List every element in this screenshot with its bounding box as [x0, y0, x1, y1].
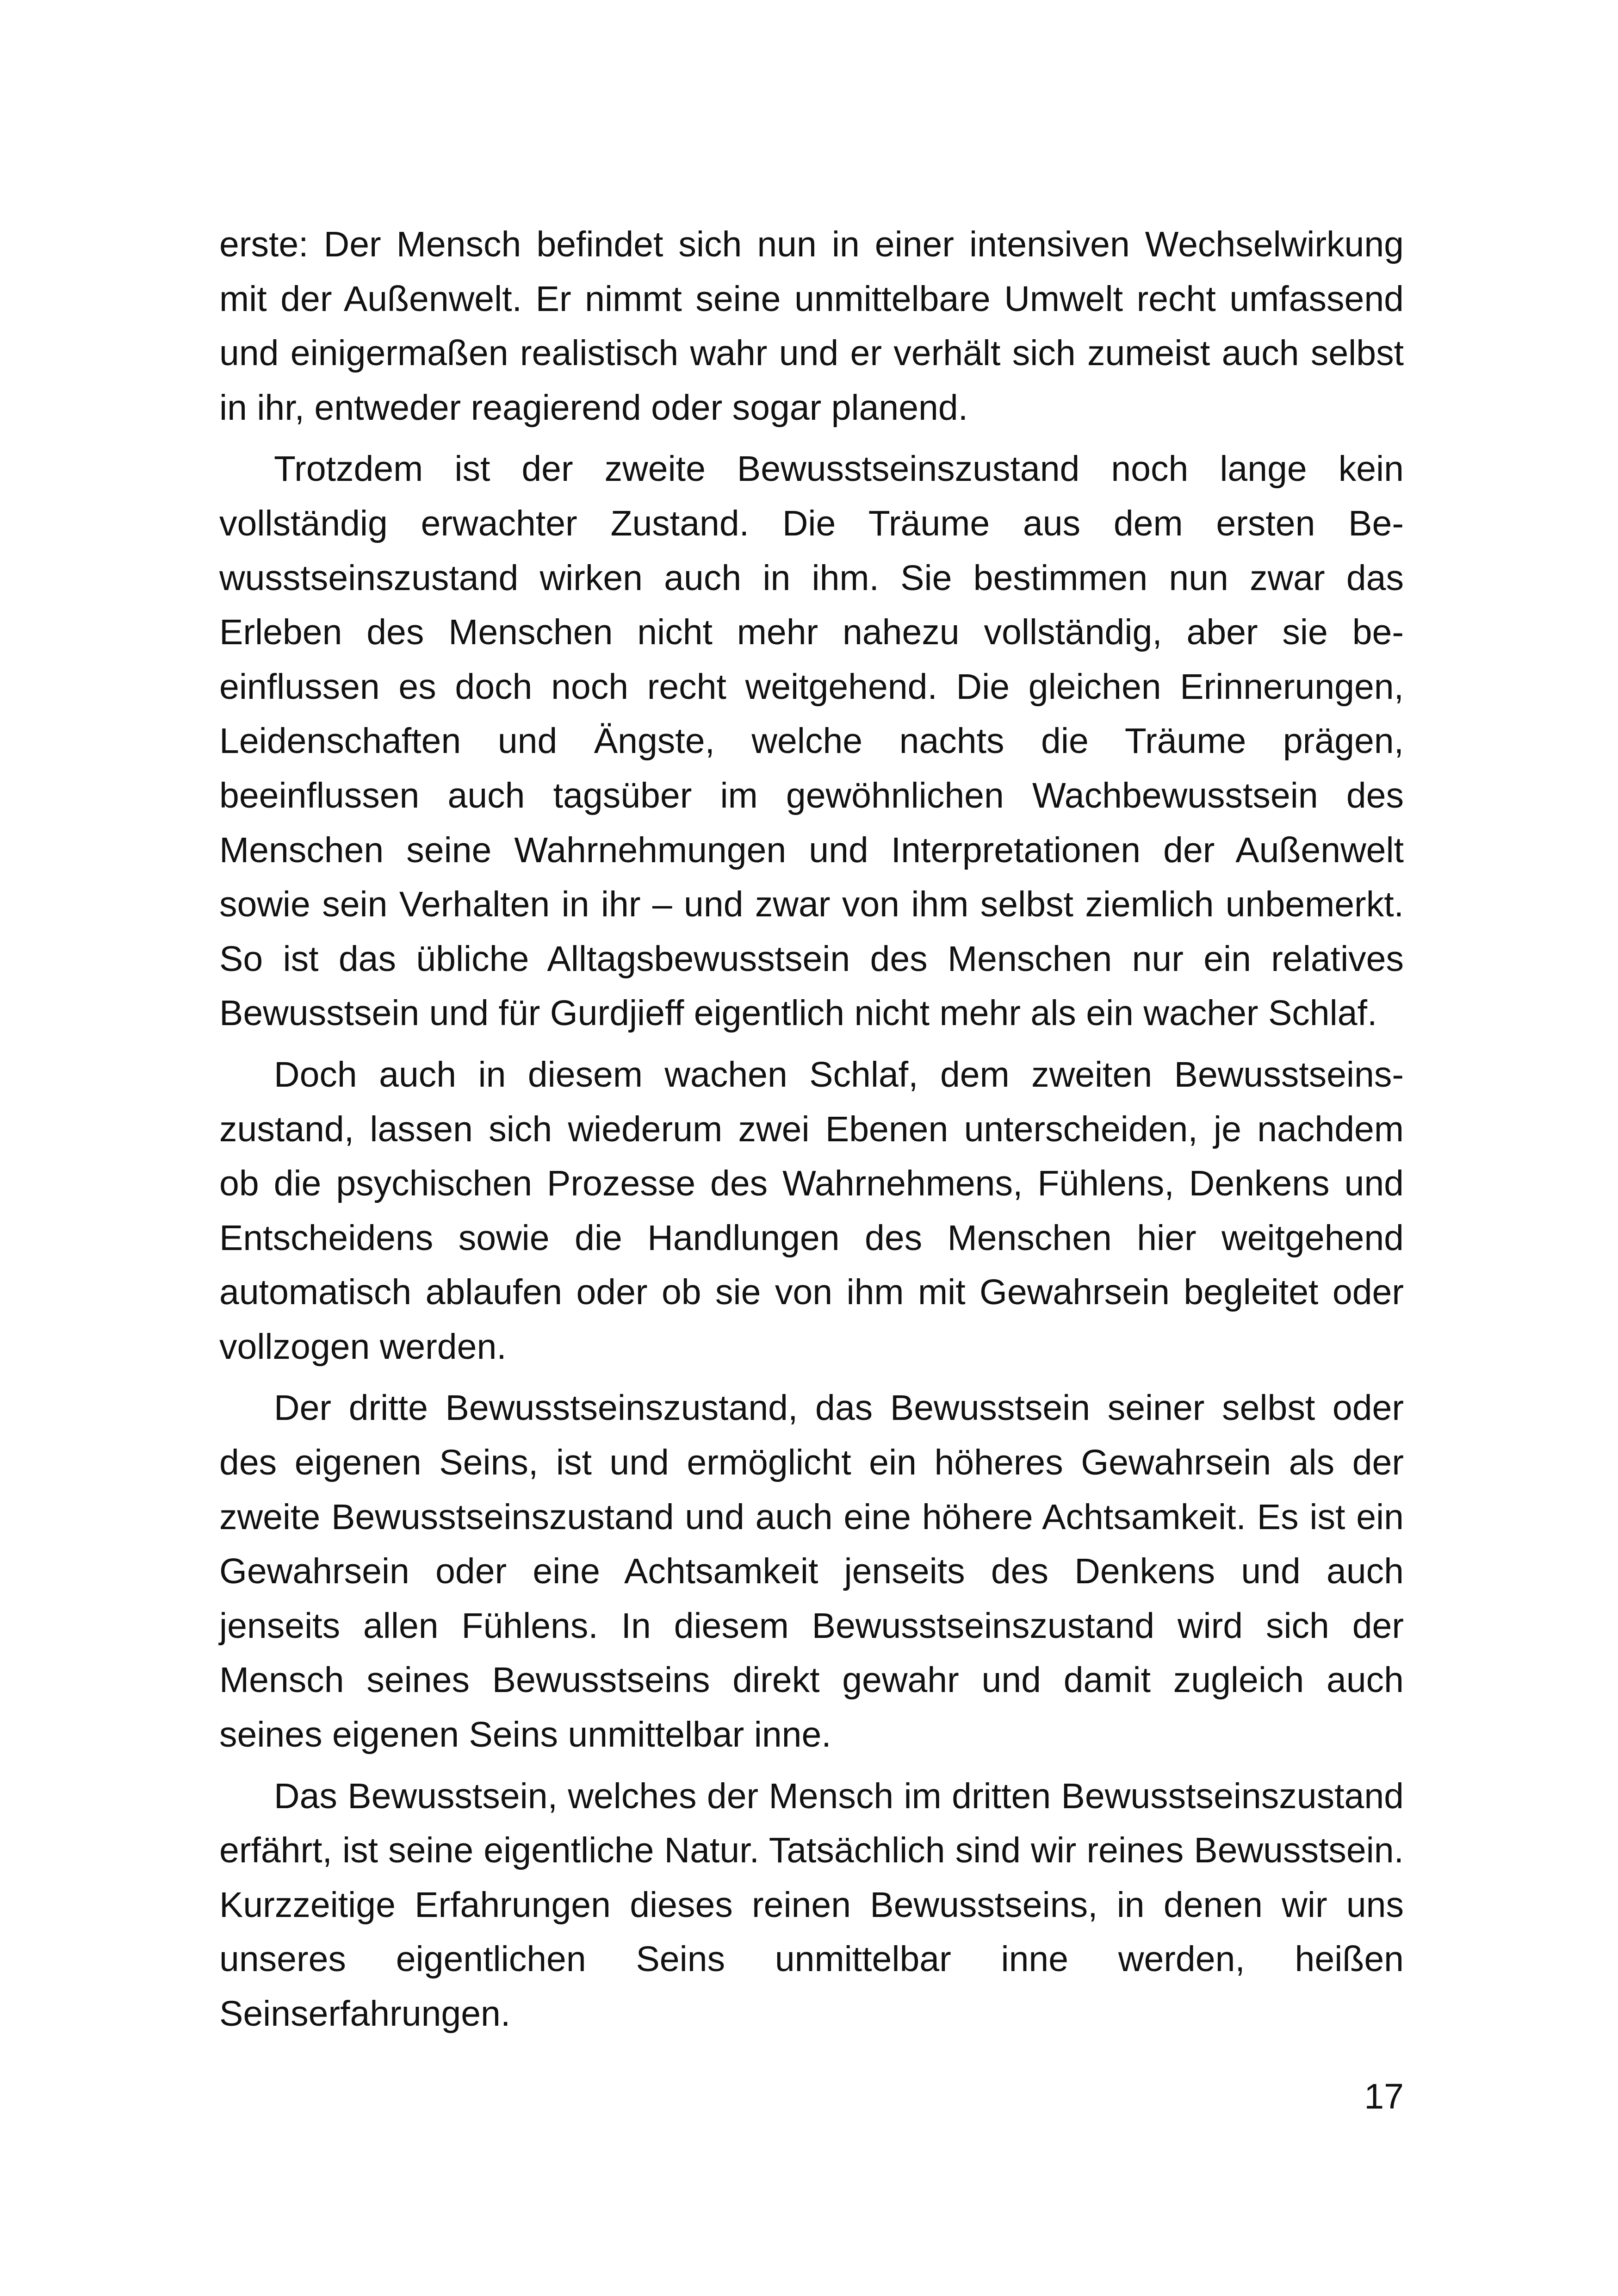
- paragraph-continuation: erste: Der Mensch befindet sich nun in einer intensiven Wechselwirkung mit der Außenwelt. Er nimmt seine unmittelbare Umwelt recht umfassend und einigermaßen realistisch wahr und er verhält sich zumeist auch selbst in ihr, entweder reagierend oder sogar planend.: [219, 224, 1404, 428]
- paragraph-wach-schlaf: Doch auch in diesem wachen Schlaf, dem zweiten Bewusstseinszustand, lassen sich wiederum zwei Ebenen unterscheiden, je nachdem ob die psychischen Prozesse des Wahrnehmens, Fühlens, Denkens und Entscheidens sowie die Handlungen des Menschen hier weitgehend automatisch ablaufen oder ob sie von ihm mit Gewahrsein begleitet oder vollzogen werden.: [219, 1054, 1404, 1367]
- paragraph-second-state: Trotzdem ist der zweite Bewusstseinszustand noch lange kein vollständig erwachter Zustand. Die Träume aus dem ersten Bewusstseinszustand wirken auch in ihm. Sie bestimmen nun zwar das Erleben des Menschen nicht mehr nahezu vollständig, aber sie beeinflussen es doch noch recht weitgehend. Die gleichen Erinnerungen, Leidenschaften und Ängste, welche nachts die Träume prägen, beeinflussen auch tagsüber im gewöhnlichen Wachbewusstsein des Menschen seine Wahrnehmungen und Interpretationen der Außenwelt sowie sein Verhalten in ihr – und zwar von ihm selbst ziemlich unbemerkt. So ist das übliche Alltagsbewusstsein des Menschen nur ein relatives Bewusstsein und für Gurdjieff eigentlich nicht mehr als ein wacher Schlaf.: [219, 449, 1404, 1033]
- paragraph-pure-consciousness: Das Bewusstsein, welches der Mensch im dritten Bewusstseinszustand erfährt, ist seine eigentliche Natur. Tatsächlich sind wir reines Bewusstsein. Kurzzeitige Erfahrungen dieses reinen Bewusstseins, in denen wir uns unseres eigentlichen Seins unmittelbar inne werden, heißen Seinserfahrungen.: [219, 1776, 1404, 2034]
- body-text: [219, 218, 1404, 2041]
- page-number: 17: [1364, 2077, 1404, 2116]
- paragraph-third-state: Der dritte Bewusstseinszustand, das Bewusstsein seiner selbst oder des eigenen Seins, ist und ermöglicht ein höheres Gewahrsein als der zweite Bewusstseinszustand und auch eine höhere Achtsamkeit. Es ist ein Gewahrsein oder eine Achtsamkeit jenseits des Denkens und auch jenseits allen Fühlens. In diesem Bewusstseinszustand wird sich der Mensch seines Bewusstseins direkt gewahr und damit zugleich auch seines eigenen Seins unmittelbar inne.: [219, 1388, 1404, 1755]
